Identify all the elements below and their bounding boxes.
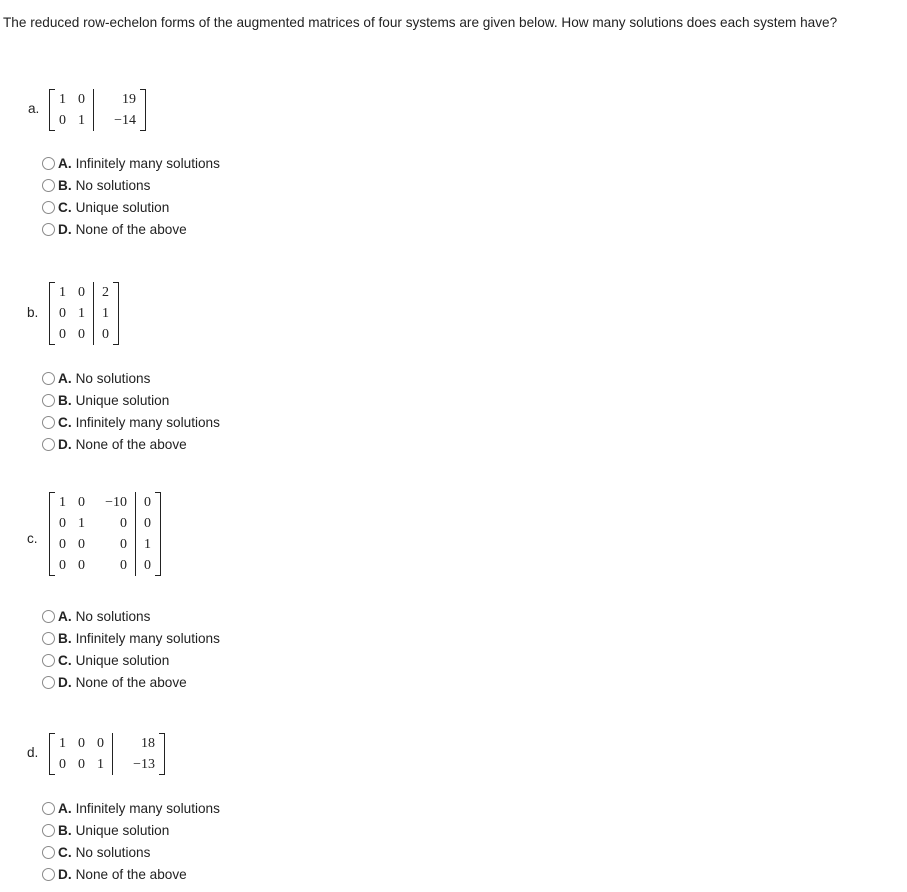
- option-c-d[interactable]: D. None of the above: [42, 671, 220, 693]
- radio-button[interactable]: [42, 438, 55, 451]
- options-c: [42, 605, 220, 693]
- matrix-cell: 1: [97, 757, 104, 772]
- matrix-cell: 0: [59, 113, 66, 128]
- option-a-c[interactable]: C. Unique solution: [42, 196, 220, 218]
- problem-c-label: c.: [27, 531, 38, 546]
- matrix-cell: 1: [59, 495, 66, 510]
- matrix-cell: 0: [59, 306, 66, 321]
- matrix-row: [55, 555, 155, 576]
- matrix-cell: 1: [78, 306, 85, 321]
- option-b-a[interactable]: A. No solutions: [42, 367, 220, 389]
- matrix-row: [55, 282, 113, 303]
- matrix-row: [55, 303, 113, 324]
- matrix-a: [49, 89, 146, 131]
- matrix-cell: 19: [94, 89, 141, 110]
- radio-button[interactable]: [42, 223, 55, 236]
- radio-button[interactable]: [42, 610, 55, 623]
- option-a-a[interactable]: A. Infinitely many solutions: [42, 152, 220, 174]
- matrix-cell: 18: [113, 733, 160, 754]
- matrix-cell: 0: [120, 558, 127, 573]
- matrix-cell: −13: [113, 754, 160, 775]
- radio-button[interactable]: [42, 654, 55, 667]
- matrix-cell: 1: [78, 516, 85, 531]
- matrix-cell: 1: [136, 534, 156, 555]
- matrix-d: [49, 733, 165, 775]
- matrix-cell: 0: [78, 558, 85, 573]
- matrix-cell: 0: [78, 757, 85, 772]
- matrix-cell: 0: [136, 555, 156, 576]
- problem-b-label: b.: [27, 305, 39, 320]
- radio-button[interactable]: [42, 868, 55, 881]
- matrix-row: [55, 733, 159, 754]
- matrix-row: [55, 754, 159, 775]
- matrix-cell: 0: [59, 327, 66, 342]
- matrix-row: [55, 110, 140, 131]
- radio-button[interactable]: [42, 179, 55, 192]
- options-a: [42, 152, 220, 240]
- matrix-cell: 0: [120, 516, 127, 531]
- matrix-cell: 0: [78, 495, 85, 510]
- matrix-cell: 0: [136, 513, 156, 534]
- matrix-cell: 1: [78, 113, 85, 128]
- matrix-cell: −14: [94, 110, 141, 131]
- matrix-cell: 1: [59, 92, 66, 107]
- radio-button[interactable]: [42, 802, 55, 815]
- matrix-row: [55, 324, 113, 345]
- matrix-row: [55, 492, 155, 513]
- matrix-cell: 0: [78, 537, 85, 552]
- option-c-b[interactable]: B. Infinitely many solutions: [42, 627, 220, 649]
- matrix-row: [55, 513, 155, 534]
- matrix-cell: 0: [97, 736, 104, 751]
- option-a-b[interactable]: B. No solutions: [42, 174, 220, 196]
- matrix-cell: 0: [59, 537, 66, 552]
- radio-button[interactable]: [42, 201, 55, 214]
- matrix-cell: 1: [59, 736, 66, 751]
- option-b-b[interactable]: B. Unique solution: [42, 389, 220, 411]
- matrix-cell: 2: [94, 282, 114, 303]
- problem-d-label: d.: [27, 745, 39, 760]
- matrix-cell: 1: [59, 285, 66, 300]
- matrix-cell: 0: [136, 492, 156, 513]
- option-c-c[interactable]: C. Unique solution: [42, 649, 220, 671]
- radio-button[interactable]: [42, 416, 55, 429]
- option-b-c[interactable]: C. Infinitely many solutions: [42, 411, 220, 433]
- radio-button[interactable]: [42, 632, 55, 645]
- matrix-cell: −10: [105, 495, 127, 510]
- radio-button[interactable]: [42, 394, 55, 407]
- matrix-cell: 0: [94, 324, 114, 345]
- option-d-a[interactable]: A. Infinitely many solutions: [42, 797, 220, 819]
- options-b: [42, 367, 220, 455]
- matrix-cell: 0: [78, 285, 85, 300]
- matrix-cell: 0: [59, 558, 66, 573]
- matrix-cell: 0: [78, 92, 85, 107]
- question-text: The reduced row-echelon forms of the augmented matrices of four systems are given below. How many solutions does each system have?: [3, 15, 838, 30]
- matrix-cell: 0: [59, 757, 66, 772]
- radio-button[interactable]: [42, 846, 55, 859]
- radio-button[interactable]: [42, 676, 55, 689]
- option-d-c[interactable]: C. No solutions: [42, 841, 220, 863]
- matrix-cell: 0: [59, 516, 66, 531]
- problem-a-label: a.: [28, 101, 40, 116]
- matrix-cell: 1: [94, 303, 114, 324]
- matrix-cell: 0: [78, 736, 85, 751]
- option-c-a[interactable]: A. No solutions: [42, 605, 220, 627]
- options-d: [42, 797, 220, 885]
- matrix-cell: 0: [78, 327, 85, 342]
- matrix-row: [55, 89, 140, 110]
- option-a-d[interactable]: D. None of the above: [42, 218, 220, 240]
- matrix-c: [49, 492, 161, 576]
- radio-button[interactable]: [42, 157, 55, 170]
- matrix-row: [55, 534, 155, 555]
- matrix-b: [49, 282, 119, 345]
- option-b-d[interactable]: D. None of the above: [42, 433, 220, 455]
- matrix-cell: 0: [120, 537, 127, 552]
- option-d-d[interactable]: D. None of the above: [42, 863, 220, 885]
- radio-button[interactable]: [42, 824, 55, 837]
- option-d-b[interactable]: B. Unique solution: [42, 819, 220, 841]
- radio-button[interactable]: [42, 372, 55, 385]
